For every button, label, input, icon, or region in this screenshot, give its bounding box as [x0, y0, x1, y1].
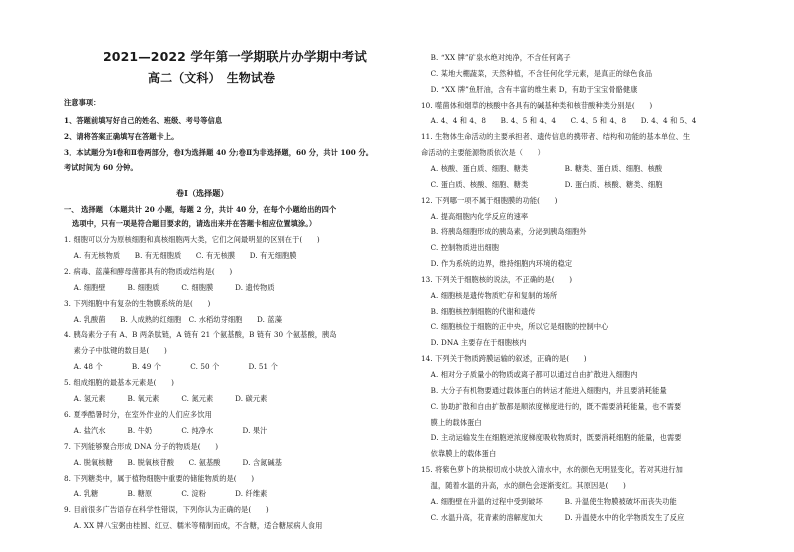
part1-heading: 卷Ⅰ（选择题） — [176, 188, 229, 198]
question-line: 3. 下列细胞中有复杂的生物膜系统的是( ) — [64, 298, 211, 308]
note-item-2: 2、请将答案正确填写在答题卡上。 — [64, 132, 179, 141]
question-line: A. 核酸、蛋白质、细胞、糖类 B. 糖类、蛋白质、细胞、核酸 — [421, 163, 663, 173]
notes-heading: 注意事项： — [64, 98, 101, 107]
question-line: 依靠膜上的载体蛋白 — [421, 449, 497, 459]
question-line: B. “XX 牌”矿泉水绝对纯净，不含任何离子 — [421, 53, 571, 62]
question-line: A. 有无核物质 B. 有无细胞质 C. 有无核膜 D. 有无细胞膜 — [64, 250, 297, 260]
question-line: A. 提高细胞内化学反应的速率 — [421, 211, 529, 221]
question-line: 4. 胰岛素分子有 A、B 两条肽链，A 链有 21 个氨基酸，B 链有 30 个氨基酸，胰岛 — [64, 330, 337, 340]
part1-instruction-1: 一、 选择题 （本题共计 20 小题，每题 2 分，共计 40 分，在每个小题给出的四个 — [64, 205, 337, 214]
note-item-4: 考试时间为 60 分钟。 — [64, 163, 138, 172]
question-line: 12. 下列哪一项不属于细胞膜的功能( ) — [421, 195, 558, 205]
question-line: A. 细胞核是遗传物质贮存和复制的场所 — [421, 290, 558, 300]
question-line: 5. 组成细胞的最基本元素是( ) — [64, 378, 174, 388]
question-line: B. 将胰岛细胞形成的胰岛素，分泌到胰岛细胞外 — [421, 227, 587, 237]
exam-subtitle: 高二（文科） 生物试卷 — [148, 71, 276, 85]
question-line: A. 氢元素 B. 氧元素 C. 氮元素 D. 碳元素 — [64, 394, 268, 403]
right-column — [397, 0, 794, 552]
question-line: 8. 下列糖类中，属于植物细胞中重要的储能物质的是( ) — [64, 473, 255, 483]
question-line: C. 控制物质进出细胞 — [421, 243, 500, 253]
question-line: A. 4、4 和 4、8 B. 4、5 和 4、4 C. 4、5 和 4、8 D. 4、4 和 5、4 — [421, 116, 697, 126]
question-line: A. 48 个 B. 49 个 C. 50 个 D. 51 个 — [64, 362, 278, 372]
question-line: D. 主动运输发生在细胞逆浓度梯度吸收物质时，既要消耗细胞的能量，也需要 — [421, 433, 682, 443]
question-line: D. 作为系统的边界，维持细胞内环境的稳定 — [421, 259, 573, 269]
question-line: 11. 生物体生命活动的主要承担者、遗传信息的携带者、结构和功能的基本单位、生 — [421, 132, 691, 142]
question-line: 温，随着水温的升高，水的颜色会逐渐变红。其原因是( ) — [421, 480, 626, 490]
question-line: 膜上的载体蛋白 — [421, 417, 482, 427]
question-line: A. 脱氧核糖 B. 脱氧核苷酸 C. 氨基酸 D. 含氮碱基 — [64, 457, 282, 467]
question-line: B. 大分子有机物要通过载体蛋白的转运才能进入细胞内，并且要消耗能量 — [421, 385, 667, 395]
question-line: 9. 目前很多广告语存在科学性错误，下列你认为正确的是( ) — [64, 505, 269, 515]
question-line: 13. 下列关于细胞核的说法，不正确的是( ) — [421, 274, 573, 284]
question-line: 14. 下列关于物质跨膜运输的叙述，正确的是( ) — [421, 354, 587, 364]
question-line: A. 乳酸菌 B. 人成熟的红细胞 C. 水稻幼芽细胞 D. 蓝藻 — [64, 314, 282, 324]
question-line: C. 某地大棚蔬菜，天然种植，不含任何化学元素，是真正的绿色食品 — [421, 68, 653, 78]
question-line: 6. 夏季酷暑时分，在室外作业的人们应多饮用 — [64, 409, 212, 419]
question-line: 命活动的主要能源物质依次是（ ） — [421, 148, 545, 158]
question-line: 10. 噬菌体和烟草的核酸中各具有的碱基种类和核苷酸种类分别是( ) — [421, 100, 653, 110]
exam-title: 2021—2022 学年第一学期联片办学期中考试 — [103, 49, 367, 64]
question-line: A. 相对分子质量小的物质或离子都可以通过自由扩散进入细胞内 — [421, 370, 638, 379]
question-line: 15. 将紫色萝卜的块根切成小块放入清水中，水的颜色无明显变化，若对其进行加 — [421, 465, 683, 475]
question-line: A. XX 牌八宝粥由桂圆、红豆、糯米等精制而成，不含糖，适合糖尿病人食用 — [64, 521, 323, 531]
question-line: 1. 细胞可以分为原核细胞和真核细胞两大类，它们之间最明显的区别在于( ) — [64, 235, 320, 244]
note-item-1: 1、答题前填写好自己的姓名、班级、考号等信息 — [64, 116, 223, 125]
part1-instruction-2: 选项中，只有一项是符合题目要求的，请选出来并在答题卡相应位置填涂。） — [72, 219, 317, 228]
question-line: D. DNA 主要存在于细胞核内 — [421, 338, 527, 348]
question-line: 素分子中肽键的数目是( ) — [64, 346, 167, 356]
question-line: A. 盐汽水 B. 牛奶 C. 纯净水 D. 果汁 — [64, 425, 268, 435]
question-line: C. 蛋白质、核酸、细胞、糖类 D. 蛋白质、核酸、糖类、细胞 — [421, 179, 663, 189]
note-item-3: 3．本试题分为Ⅰ卷和Ⅱ卷两部分，卷Ⅰ为选择题 40 分;卷Ⅱ为非选择题，60 分，共计 100 分。 — [64, 148, 374, 157]
question-line: A. 乳糖 B. 糖原 C. 淀粉 D. 纤维素 — [64, 489, 268, 499]
question-line: C. 细胞核位于细胞的正中央，所以它是细胞的控制中心 — [421, 322, 609, 332]
question-line: 2. 病毒、蓝藻和酵母菌都具有的物质或结构是( ) — [64, 266, 233, 276]
question-line: A. 细胞壁 B. 细胞质 C. 细胞膜 D. 遗传物质 — [64, 282, 275, 292]
question-line: D. “XX 牌”鱼肝油，含有丰富的维生素 D，有助于宝宝骨骼健康 — [421, 84, 638, 94]
question-line: C. 协助扩散和自由扩散都是顺浓度梯度进行的，既不需要消耗能量，也不需要 — [421, 401, 682, 411]
question-line: A. 细胞壁在升温的过程中受到破坏 B. 升温使生物膜被破坏而丧失功能 — [421, 496, 677, 506]
question-line: 7. 下列能够聚合形成 DNA 分子的物质是( ) — [64, 441, 219, 451]
question-line: C. 水温升高，花青素的溶解度加大 D. 升温使水中的化学物质发生了反应 — [421, 512, 685, 522]
question-line: B. 细胞核控制细胞的代谢和遗传 — [421, 306, 536, 316]
